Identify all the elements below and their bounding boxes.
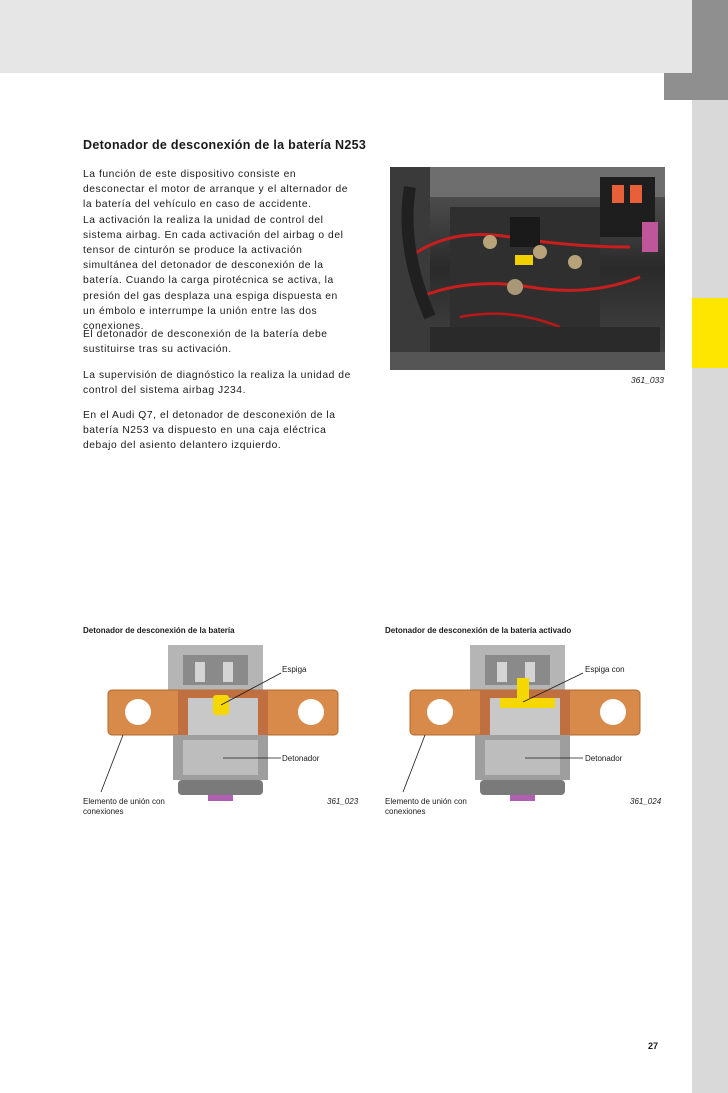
detonator-diagram-normal — [83, 640, 363, 810]
section-title: Detonador de desconexión de la batería N253 — [83, 138, 367, 152]
paragraph-function: La función de este dispositivo consiste en desconectar el motor de arranque y el alternador de la batería del vehículo en caso de accidente. La activación la realiza la unidad de control del sistema airbag. En cada activación del airbag o del tensor de cinturón se produce la activación simultánea del detonador de desconexión de la batería. Cuando la carga pirotécnica se activa, la presión del gas desplaza una espiga dispuesta en un émbolo e interrumpe la unión entre las dos conexiones. — [83, 169, 349, 333]
side-rail — [692, 0, 728, 1093]
paragraph-diagnosis: La supervisión de diagnóstico la realiza la unidad de control del sistema airbag J234. — [83, 370, 351, 397]
battery-box-photo — [390, 167, 665, 370]
page-number: 27 — [648, 1041, 659, 1051]
figure-code-normal: 361_023 — [327, 797, 359, 806]
header-band — [0, 0, 692, 73]
figure-code-activated: 361_024 — [630, 797, 662, 806]
label-detonator-normal: Detonador — [282, 754, 320, 763]
label-detonator-activated: Detonador — [585, 754, 623, 763]
paragraph-replace: El detonador de desconexión de la batería debe sustituirse tras su activación. — [83, 329, 328, 356]
paragraph-location: En el Audi Q7, el detonador de desconexión de la batería N253 va dispuesto en una caja eléctrica debajo del asiento delantero izquierdo. — [83, 410, 336, 452]
figure-caption-activated: Detonador de desconexión de la batería activado — [385, 626, 572, 635]
header-notch — [664, 73, 692, 100]
label-pin-activated: Espiga con — [585, 665, 625, 674]
chapter-marker — [692, 298, 728, 368]
label-pin-normal: Espiga — [282, 665, 307, 674]
photo-code: 361_033 — [630, 375, 664, 385]
side-rail-top — [692, 0, 728, 100]
label-connector-normal: Elemento de unión con conexiones — [83, 797, 165, 816]
figure-caption-normal: Detonador de desconexión de la batería — [83, 626, 235, 635]
label-connector-activated: Elemento de unión con conexiones — [385, 797, 467, 816]
